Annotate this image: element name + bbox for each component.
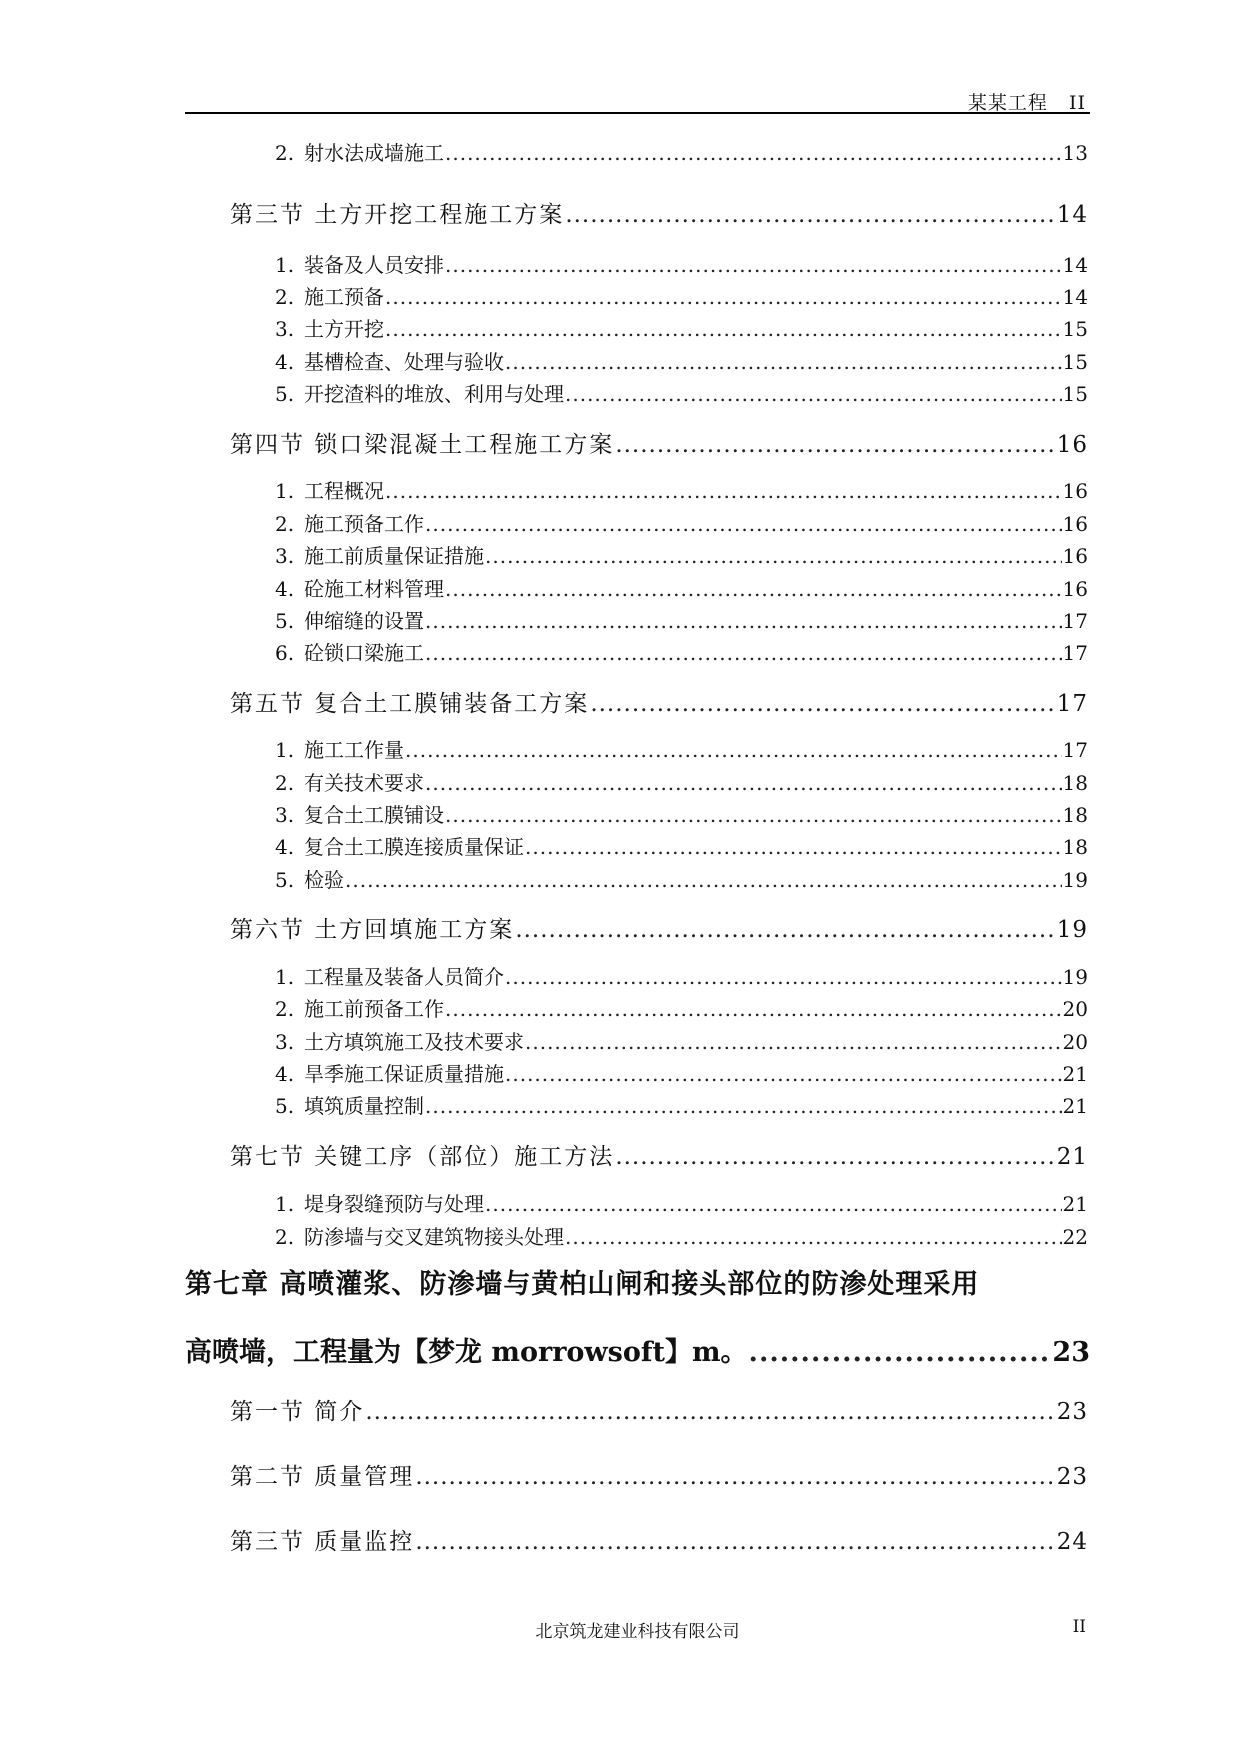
toc-entry[interactable] <box>275 993 1088 1022</box>
toc-entry-label: 土方开挖 <box>304 317 384 341</box>
dot-leader <box>615 432 1055 458</box>
toc-entry[interactable] <box>275 767 1088 796</box>
toc-section-label: 第三节 土方开挖工程施工方案 <box>230 202 565 228</box>
toc-entry[interactable] <box>275 378 1088 407</box>
toc-entry-index: 5. <box>275 382 295 406</box>
dot-leader <box>485 544 1062 568</box>
toc-section-page: 16 <box>1056 432 1088 458</box>
toc-section[interactable] <box>230 1138 1088 1171</box>
toc-entry-page: 14 <box>1062 285 1088 309</box>
toc-entry[interactable] <box>275 734 1088 763</box>
toc-entry-label: 基槽检查、处理与验收 <box>304 350 504 374</box>
toc-entry-label: 复合土工膜连接质量保证 <box>304 835 524 859</box>
toc-section-label: 第三节 质量监控 <box>230 1529 415 1555</box>
toc-entry-label: 伸缩缝的设置 <box>304 609 424 633</box>
toc-chapter-title-line1[interactable]: 第七章 高喷灌浆、防渗墙与黄柏山闸和接头部位的防渗处理采用 <box>185 1269 980 1300</box>
toc-entry-label: 工程概况 <box>304 479 384 503</box>
toc-section-page: 17 <box>1056 691 1088 717</box>
toc-entry[interactable] <box>275 249 1088 278</box>
dot-leader <box>365 1399 1055 1425</box>
toc-entry-label: 堤身裂缝预防与处理 <box>304 1192 484 1216</box>
toc-entry[interactable] <box>275 475 1088 504</box>
toc-entry[interactable] <box>275 831 1088 860</box>
toc-entry-page: 15 <box>1062 382 1088 406</box>
toc-entry-label: 施工工作量 <box>304 738 404 762</box>
dot-leader <box>445 803 1062 827</box>
toc-entry[interactable] <box>275 281 1088 310</box>
toc-entry-label: 工程量及装备人员简介 <box>304 965 504 989</box>
toc-entry-page: 20 <box>1062 1030 1088 1054</box>
toc-entry-label: 检验 <box>304 868 344 892</box>
toc-entry-page: 19 <box>1062 868 1088 892</box>
toc-entry-index: 2. <box>275 771 295 795</box>
dot-leader <box>485 1192 1062 1216</box>
dot-leader <box>425 1094 1062 1118</box>
toc-entry-label: 防渗墙与交叉建筑物接头处理 <box>304 1225 564 1249</box>
toc-entry-label: 复合土工膜铺设 <box>304 803 444 827</box>
toc-entry-label: 施工前预备工作 <box>304 997 444 1021</box>
dot-leader <box>425 771 1062 795</box>
toc-entry-index: 2. <box>275 997 295 1021</box>
toc-entry-page: 14 <box>1062 253 1088 277</box>
toc-entry-index: 3. <box>275 317 295 341</box>
toc-section[interactable] <box>230 196 1088 229</box>
dot-leader <box>445 577 1062 601</box>
toc-section-label: 第六节 土方回填施工方案 <box>230 917 515 943</box>
dot-leader <box>565 382 1062 406</box>
dot-leader <box>445 253 1062 277</box>
dot-leader <box>525 835 1062 859</box>
toc-entry-page: 22 <box>1062 1225 1088 1249</box>
toc-entry[interactable] <box>275 1221 1088 1250</box>
toc-entry-label: 旱季施工保证质量措施 <box>304 1062 504 1086</box>
dot-leader <box>565 1225 1062 1249</box>
dot-leader <box>445 141 1062 165</box>
dot-leader <box>445 997 1062 1021</box>
dot-leader <box>615 1144 1055 1170</box>
toc-entry-page: 15 <box>1062 350 1088 374</box>
toc-entry-index: 1. <box>275 965 295 989</box>
toc-entry-label: 砼施工材料管理 <box>304 577 444 601</box>
header-page: II <box>1068 92 1086 114</box>
toc-chapter-page: 23 <box>1052 1337 1090 1368</box>
toc-entry[interactable] <box>275 313 1088 342</box>
toc-entry-index: 2. <box>275 512 295 536</box>
dot-leader <box>385 479 1062 503</box>
dot-leader <box>405 738 1062 762</box>
toc-entry-label: 砼锁口梁施工 <box>304 641 424 665</box>
toc-entry-label: 施工预备工作 <box>304 512 424 536</box>
toc-section-label: 第四节 锁口梁混凝土工程施工方案 <box>230 432 615 458</box>
toc-entry-index: 2. <box>275 141 295 165</box>
toc-chapter-title-line2: 高喷墙，工程量为【梦龙 morrowsoft】m。 <box>185 1337 748 1368</box>
toc-entry-index: 6. <box>275 641 295 665</box>
toc-entry-index: 1. <box>275 738 295 762</box>
toc-entry-page: 21 <box>1062 1062 1088 1086</box>
dot-leader <box>385 317 1062 341</box>
dot-leader <box>345 868 1062 892</box>
toc-entry-page: 21 <box>1062 1094 1088 1118</box>
toc-section-label: 第一节 简介 <box>230 1399 365 1425</box>
dot-leader <box>385 285 1062 309</box>
toc-entry-page: 18 <box>1062 835 1088 859</box>
toc-entry-page: 18 <box>1062 771 1088 795</box>
toc-entry-page: 17 <box>1062 641 1088 665</box>
toc-entry-page: 13 <box>1062 141 1088 165</box>
toc-entry-index: 2. <box>275 1225 295 1249</box>
toc-entry-index: 3. <box>275 803 295 827</box>
toc-entry-index: 5. <box>275 1094 295 1118</box>
toc-entry[interactable] <box>275 605 1088 634</box>
toc-entry[interactable] <box>275 508 1088 537</box>
toc-entry[interactable] <box>275 137 1088 166</box>
toc-entry-label: 装备及人员安排 <box>304 253 444 277</box>
toc-entry[interactable] <box>275 1026 1088 1055</box>
toc-entry-index: 3. <box>275 544 295 568</box>
toc-section-page: 23 <box>1056 1464 1088 1490</box>
toc-entry-page: 16 <box>1062 544 1088 568</box>
header-title: 某某工程 <box>967 92 1048 114</box>
dot-leader <box>425 609 1062 633</box>
toc-entry-label: 土方填筑施工及技术要求 <box>304 1030 524 1054</box>
footer-page-number: II <box>1072 1617 1086 1637</box>
toc-entry[interactable] <box>275 1090 1088 1119</box>
toc-entry-index: 4. <box>275 1062 295 1086</box>
toc-entry[interactable] <box>275 961 1088 990</box>
toc-entry-index: 5. <box>275 609 295 633</box>
dot-leader <box>749 1337 1052 1368</box>
toc-entry[interactable] <box>275 1058 1088 1087</box>
dot-leader <box>505 350 1062 374</box>
toc-section[interactable] <box>230 911 1088 944</box>
toc-section-page: 21 <box>1056 1144 1088 1170</box>
toc-entry[interactable] <box>275 573 1088 602</box>
toc-entry-index: 1. <box>275 479 295 503</box>
toc-section-page: 19 <box>1056 917 1088 943</box>
toc-entry-label: 施工前质量保证措施 <box>304 544 484 568</box>
dot-leader <box>505 1062 1062 1086</box>
dot-leader <box>565 202 1055 228</box>
toc-entry-page: 17 <box>1062 738 1088 762</box>
toc-entry[interactable] <box>275 637 1088 666</box>
toc-section-label: 第七节 关键工序（部位）施工方法 <box>230 1144 615 1170</box>
toc-entry-page: 15 <box>1062 317 1088 341</box>
toc-section-page: 23 <box>1056 1399 1088 1425</box>
toc-section-page: 24 <box>1056 1529 1088 1555</box>
toc-entry[interactable] <box>275 864 1088 893</box>
toc-section[interactable] <box>230 1523 1088 1556</box>
dot-leader <box>515 917 1055 943</box>
toc-entry[interactable] <box>275 1188 1088 1217</box>
toc-section[interactable] <box>230 1458 1088 1491</box>
toc-section[interactable] <box>230 426 1088 459</box>
toc-chapter[interactable] <box>185 1330 1090 1369</box>
toc-entry-label: 开挖渣料的堆放、利用与处理 <box>304 382 564 406</box>
toc-entry[interactable] <box>275 540 1088 569</box>
toc-entry-index: 2. <box>275 285 295 309</box>
toc-entry-label: 施工预备 <box>304 285 384 309</box>
toc-section[interactable] <box>230 685 1088 718</box>
dot-leader <box>590 691 1055 717</box>
toc-entry-index: 4. <box>275 577 295 601</box>
toc-section[interactable] <box>230 1393 1088 1426</box>
toc-entry-page: 16 <box>1062 512 1088 536</box>
dot-leader <box>415 1464 1055 1490</box>
header-text <box>968 88 1086 115</box>
footer-company: 北京筑龙建业科技有限公司 <box>535 1622 740 1642</box>
toc-entry-page: 21 <box>1062 1192 1088 1216</box>
toc-entry-page: 16 <box>1062 479 1088 503</box>
toc-entry-index: 1. <box>275 253 295 277</box>
toc-entry-index: 4. <box>275 350 295 374</box>
toc-entry[interactable] <box>275 346 1088 375</box>
toc-entry-page: 19 <box>1062 965 1088 989</box>
dot-leader <box>415 1529 1055 1555</box>
dot-leader <box>425 641 1062 665</box>
toc-section-label: 第五节 复合土工膜铺装备工方案 <box>230 691 590 717</box>
toc-entry-index: 4. <box>275 835 295 859</box>
toc-entry-index: 3. <box>275 1030 295 1054</box>
dot-leader <box>425 512 1062 536</box>
toc-entry-page: 18 <box>1062 803 1088 827</box>
dot-leader <box>525 1030 1062 1054</box>
dot-leader <box>505 965 1062 989</box>
toc-entry-page: 20 <box>1062 997 1088 1021</box>
toc-section-page: 14 <box>1056 202 1088 228</box>
toc-entry-label: 射水法成墙施工 <box>304 141 444 165</box>
toc-entry-page: 16 <box>1062 577 1088 601</box>
toc-entry-index: 1. <box>275 1192 295 1216</box>
toc-entry-label: 填筑质量控制 <box>304 1094 424 1118</box>
toc-entry[interactable] <box>275 799 1088 828</box>
page-header <box>185 86 1090 114</box>
toc-entry-label: 有关技术要求 <box>304 771 424 795</box>
toc-entry-page: 17 <box>1062 609 1088 633</box>
toc-entry-index: 5. <box>275 868 295 892</box>
toc-section-label: 第二节 质量管理 <box>230 1464 415 1490</box>
